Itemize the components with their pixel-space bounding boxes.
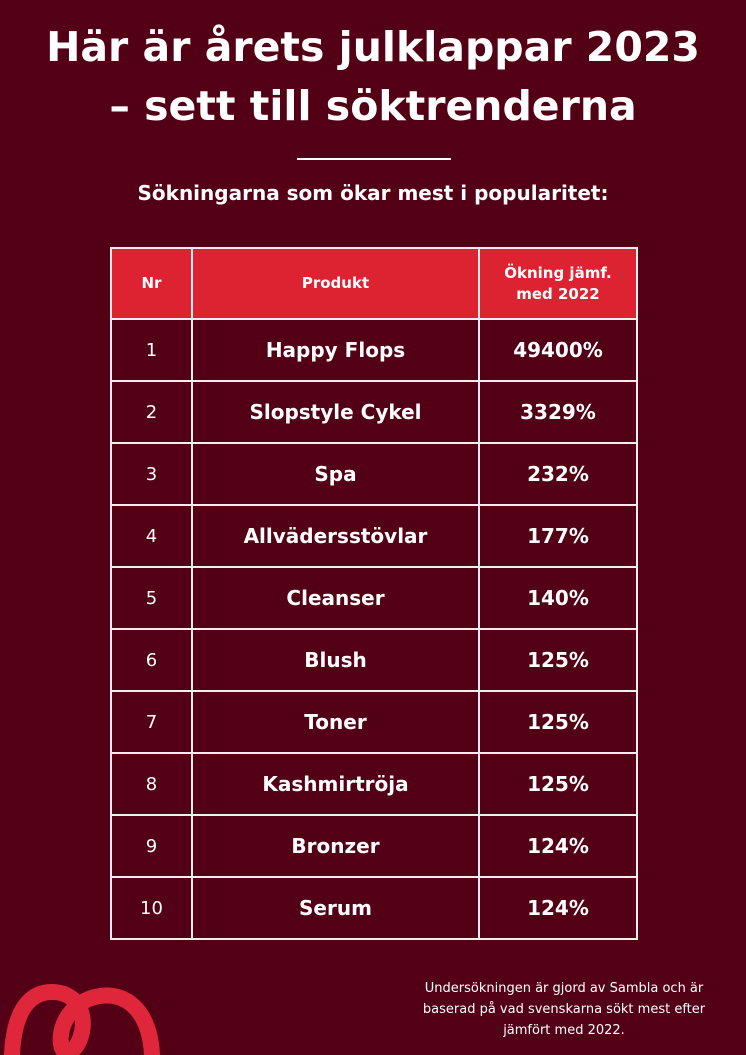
row-increase: 140% <box>479 567 637 629</box>
table-row <box>111 753 637 815</box>
header-increase-line1: Ökning jämf. <box>504 263 612 282</box>
sambla-logo-icon <box>0 970 170 1055</box>
table-row <box>111 381 637 443</box>
header-nr: Nr <box>111 248 192 319</box>
row-product: Kashmirtröja <box>192 753 479 815</box>
ranking-table <box>110 247 638 940</box>
row-nr: 6 <box>111 629 192 691</box>
row-product: Cleanser <box>192 567 479 629</box>
row-product: Toner <box>192 691 479 753</box>
row-increase: 124% <box>479 877 637 939</box>
table-header-row <box>111 248 637 319</box>
row-nr: 4 <box>111 505 192 567</box>
row-product: Allvädersstövlar <box>192 505 479 567</box>
title-divider <box>297 158 451 160</box>
table-row <box>111 629 637 691</box>
table-row <box>111 815 637 877</box>
row-increase: 232% <box>479 443 637 505</box>
table-row <box>111 567 637 629</box>
title-line-2: – sett till söktrenderna <box>109 82 637 130</box>
row-increase: 124% <box>479 815 637 877</box>
table-row <box>111 691 637 753</box>
row-increase: 3329% <box>479 381 637 443</box>
table-row <box>111 505 637 567</box>
row-nr: 1 <box>111 319 192 381</box>
page-title <box>0 18 746 136</box>
footnote-line2: baserad på vad svenskarna sökt mest efter <box>422 1002 706 1017</box>
ranking-table-container <box>110 247 636 940</box>
row-product: Bronzer <box>192 815 479 877</box>
row-increase: 177% <box>479 505 637 567</box>
row-nr: 8 <box>111 753 192 815</box>
row-nr: 7 <box>111 691 192 753</box>
header-product: Produkt <box>192 248 479 319</box>
row-nr: 10 <box>111 877 192 939</box>
row-increase: 125% <box>479 629 637 691</box>
table-row <box>111 443 637 505</box>
row-nr: 5 <box>111 567 192 629</box>
footnote-line3: jämfört med 2022. <box>503 1023 625 1038</box>
row-nr: 2 <box>111 381 192 443</box>
row-product: Spa <box>192 443 479 505</box>
header-increase-line2: med 2022 <box>516 284 600 303</box>
row-nr: 9 <box>111 815 192 877</box>
table-row <box>111 319 637 381</box>
table-subtitle: Sökningarna som ökar mest i popularitet: <box>137 181 609 205</box>
row-product: Happy Flops <box>192 319 479 381</box>
row-product: Slopstyle Cykel <box>192 381 479 443</box>
row-product: Blush <box>192 629 479 691</box>
row-increase: 125% <box>479 691 637 753</box>
header-increase <box>479 248 637 319</box>
row-increase: 49400% <box>479 319 637 381</box>
row-product: Serum <box>192 877 479 939</box>
row-increase: 125% <box>479 753 637 815</box>
footnote-line1: Undersökningen är gjord av Sambla och är <box>424 981 704 996</box>
row-nr: 3 <box>111 443 192 505</box>
title-line-1: Här är årets julklappar 2023 <box>46 23 700 71</box>
table-row <box>111 877 637 939</box>
footnote <box>404 978 724 1041</box>
